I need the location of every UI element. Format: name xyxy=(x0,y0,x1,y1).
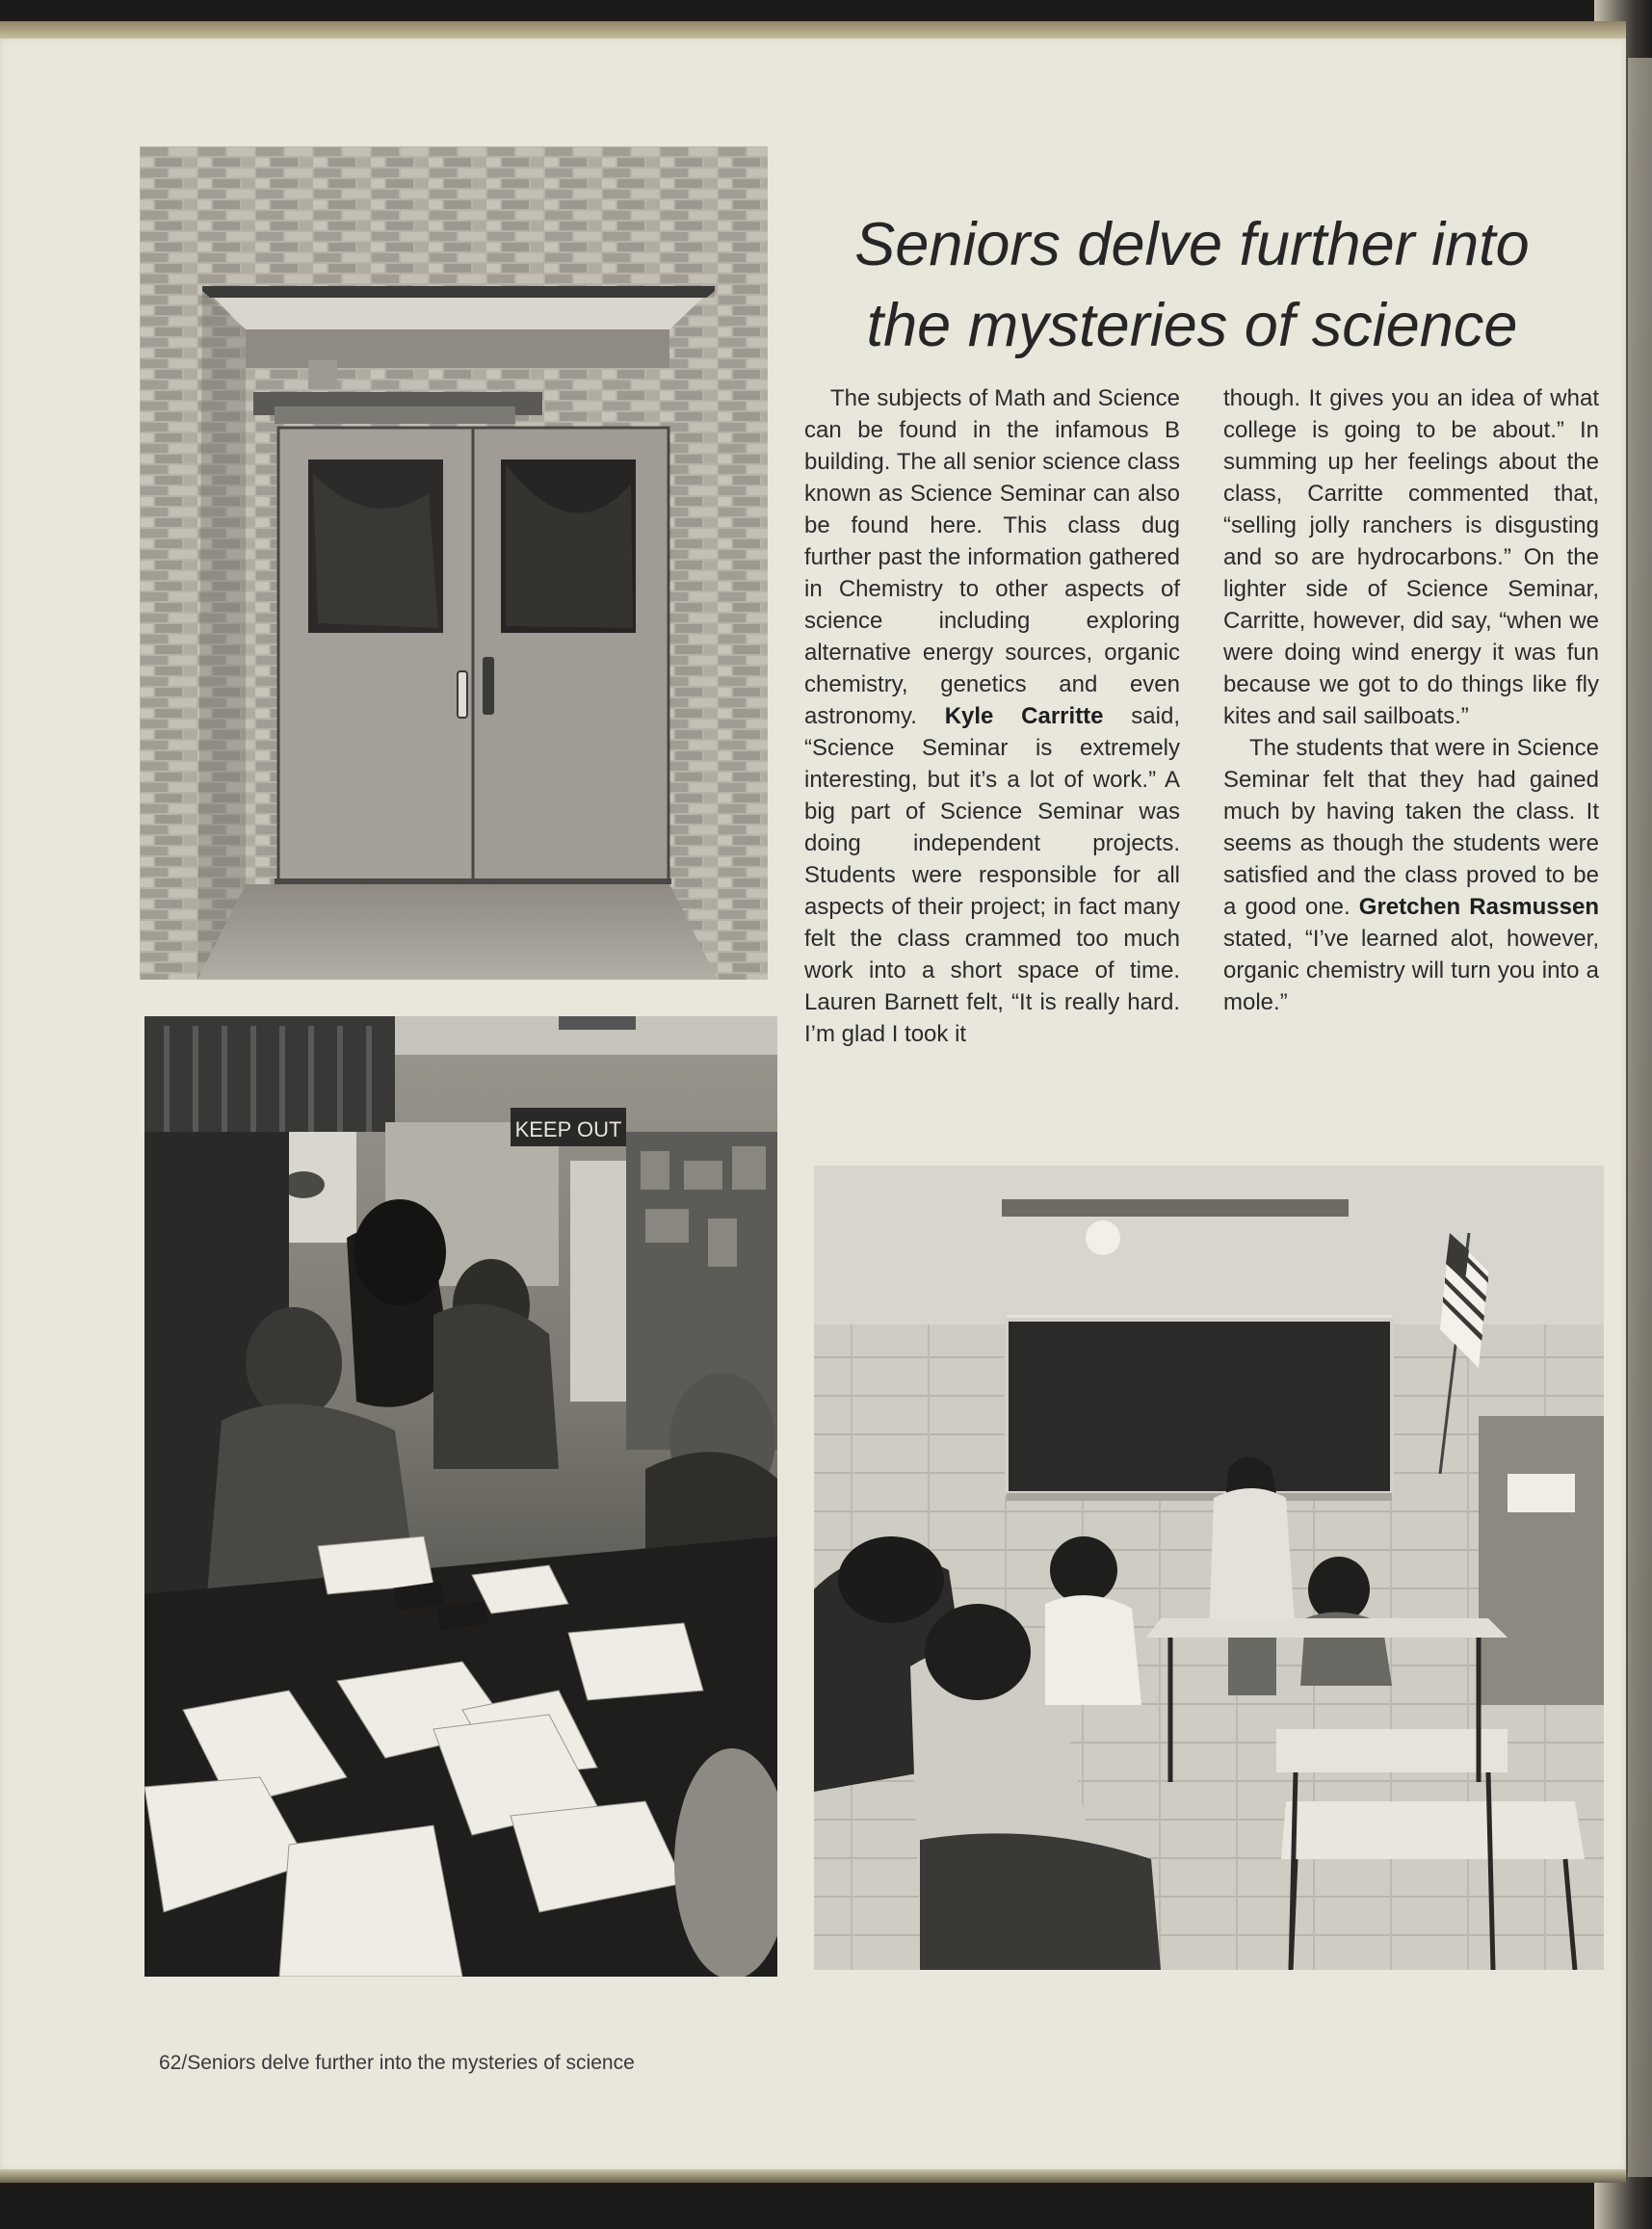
paragraph xyxy=(804,382,1180,1050)
student-name: Gretchen Rasmussen xyxy=(1358,894,1600,920)
next-page-edge xyxy=(1628,58,1652,2177)
page-folio: 62/Seniors delve further into the mysteries of science xyxy=(159,2052,635,2074)
body-column-1 xyxy=(804,382,1180,1050)
photo-doorway xyxy=(140,146,768,980)
headline-line-2: the mysteries of science xyxy=(866,292,1518,359)
paragraph-text: The students that were in Science Seminar felt that they had gained much by having taken the class. It seems as though the students were satisfied and the class proved to be a good one. xyxy=(1223,735,1599,920)
bottom-page-edge xyxy=(0,2169,1626,2183)
paragraph-text: The subjects of Math and Science can be found in the infamous B building. The all senior science class known as Science Seminar can also be found here. This class dug further past the information gathered in Chemistry to other aspects of science including exploring alternative energy sources, organic chemistry, genetics and even astronomy. xyxy=(804,385,1180,729)
photo-lab-classroom xyxy=(144,1016,777,1977)
headline-line-1: Seniors delve further into xyxy=(854,211,1530,278)
student-name: Kyle Carritte xyxy=(944,703,1104,729)
photo-classroom-blackboard xyxy=(814,1166,1604,1970)
body-column-2 xyxy=(1223,382,1599,1018)
article-headline xyxy=(795,204,1589,366)
paragraph-text: stated, “I’ve learned alot, however, organic chemistry will turn you into a mole.” xyxy=(1223,926,1599,1015)
paragraph xyxy=(1223,732,1599,1018)
keep-out-sign: KEEP OUT xyxy=(514,1117,622,1141)
paragraph-text: said, “Science Seminar is extremely interesting, but it’s a lot of work.” A big part of Science Seminar was doing independent projects. Students were responsible for all aspects of their project; in fact many felt the class crammed too much work into a short space of time. Lauren Barnett felt, “It is really hard. I’m glad I took it xyxy=(804,703,1180,1047)
top-page-edge xyxy=(0,21,1626,39)
paragraph: though. It gives you an idea of what college is going to be about.” In summing up her feelings about the class, Carritte commented that, “selling jolly ranchers is disgusting and so are hydrocarbons.” On the lighter side of Science Seminar, Carritte, however, did say, “when we were doing wind energy it was fun because we got to do things like fly kites and sail sailboats.” xyxy=(1223,385,1599,729)
